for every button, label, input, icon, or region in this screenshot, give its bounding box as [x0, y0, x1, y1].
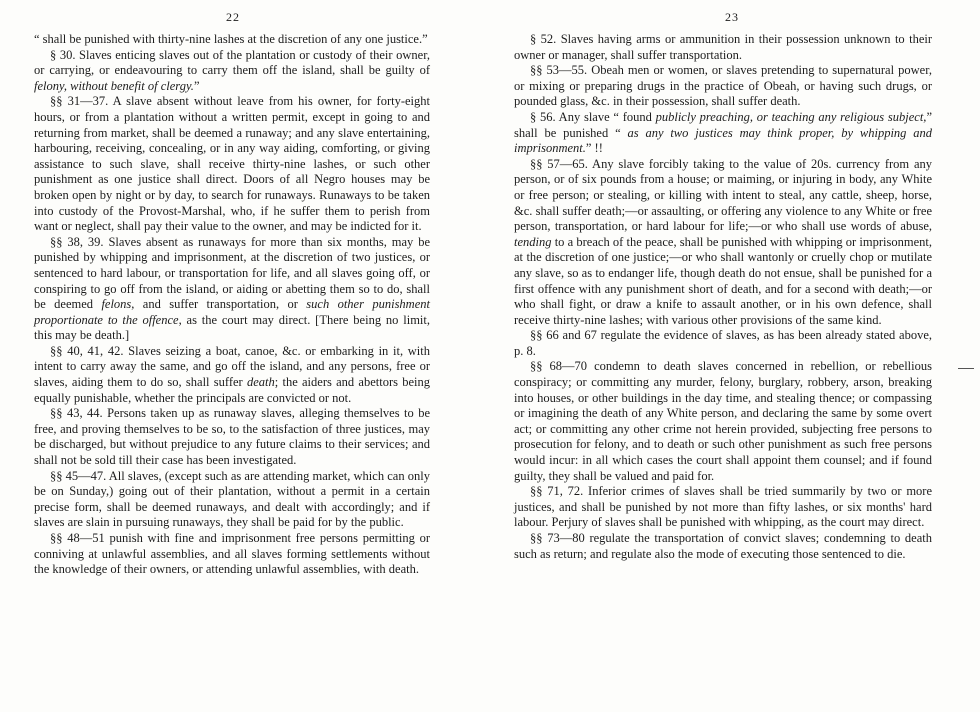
paragraph: “ shall be punished with thirty-nine lashes at the discretion of any one justice.”: [34, 32, 428, 46]
paragraph: §§ 53—55. Obeah men or women, or slaves pretending to supernatural power, or mixing or preparing drugs in the practice of Obeah, or having such drugs, or pounded glass, &c. in their possession, shall suffer death.: [514, 63, 932, 109]
paragraph: §§ 68—70 condemn to death slaves concerned in rebellion, or rebellious conspiracy; or committing any murder, felony, burglary, robbery, arson, breaking into houses, or other buildings in the day time, and stealing thence; or compassing or imagining the death of any White person, and declaring the same by some overt act; or committing any other crime not herein provided, subjecting free persons to prosecution for felony, and to death or such other punishment as such free persons would incur: in all which cases the court shall appoint them counsel; and if found guilty, they shall be valued and paid for.: [514, 359, 932, 483]
right-page: [490, 0, 980, 712]
page-number: 23: [725, 10, 739, 24]
paragraph: § 30. Slaves enticing slaves out of the plantation or custody of their owner, or carrying, or endeavouring to carry them off the island, shall be guilty of felony, without benefit of clergy.”: [34, 47, 430, 93]
paragraph: §§ 48—51 punish with fine and imprisonment free persons permitting or conniving at unlawful assemblies, and all slaves forming settlements without the knowledge of their owners, or attending unlawful assemblies, with death.: [34, 531, 430, 577]
paragraph: §§ 31—37. A slave absent without leave from his owner, for forty-eight hours, or from a plantation without a written permit, except in going to and returning from market, shall be deemed a runaway; and any slave entertaining, harbouring, receiving, concealing, or in any way aiding, comforting, or giving assistance to such slave, shall receive thirty-nine lashes, or such other punishment as one justice shall direct. Doors of all Negro houses may be broken open by night or by day, to search for runaways. Runaways to be taken into custody of the Provost-Marshal, who, if he suffer them to perish from want or neglect, shall pay their value to the owner, and may be indicted for it.: [34, 94, 430, 234]
paragraph: §§ 57—65. Any slave forcibly taking to the value of 20s. currency from any person, or of six pounds from a house; or maiming, or injuring in body, any White or free person; or stealing, or killing with intent to steal, any cattle, sheep, horse, &c. shall suffer death;—or assaulting, or offering any violence to any White or free person, transportation, or hard labour for life;—or who shall use words of abuse, tending to a breach of the peace, shall be punished with whipping or imprisonment, at the discretion of one justice;—or who shall wantonly or cruelly chop or mutilate any slave, so as to endanger life, though death do not ensue, shall be punished for a first offence with any punishment short of death, and for a second with death;—or who shall fight, or draw a knife to assault another, or in his own defence, shall receive thirty-nine lashes; with various other provisions of the same kind.: [514, 156, 932, 327]
margin-dash: [958, 368, 974, 369]
page-text: [34, 32, 430, 578]
paragraph: §§ 45—47. All slaves, (except such as are attending market, which can only be on Sunday,) going out of their plantation, without a permit in a certain precise form, shall be deemed runaways, and dealt with accordingly; and if slaves are slain in pursuing runaways, they shall be paid for by the public.: [34, 468, 430, 530]
page-number: 22: [226, 10, 240, 24]
paragraph: §§ 71, 72. Inferior crimes of slaves shall be tried summarily by two or more justices, and shall be punished by not more than fifty lashes, or six months' hard labour. Perjury of slaves shall be punished with whipping, as the court may direct.: [514, 484, 932, 530]
page-text: [514, 32, 932, 562]
paragraph: §§ 38, 39. Slaves absent as runaways for more than six months, may be punished by whipping and imprisonment, at the discretion of two justices, or sentenced to hard labour, or transportation for life, and all slaves going off, or conspiring to go off from the island, or aiding or abetting them so to do, shall be deemed felons, and suffer transportation, or such other punishment proportionate to the offence, as the court may direct. [There being no limit, this may be death.]: [34, 234, 430, 343]
paragraph: § 52. Slaves having arms or ammunition in their possession unknown to their owner or manager, shall suffer transportation.: [514, 32, 932, 62]
paragraph: §§ 66 and 67 regulate the evidence of slaves, as has been already stated above, p. 8.: [514, 328, 932, 358]
paragraph: §§ 40, 41, 42. Slaves seizing a boat, canoe, &c. or embarking in it, with intent to carry away the same, and go off the island, and any persons, free or slaves, aiding them to do so, shall suffer death; the aiders and abettors being equally punishable, whether the principals are convicted or not.: [34, 343, 431, 405]
paragraph: §§ 43, 44. Persons taken up as runaway slaves, alleging themselves to be free, and proving themselves to be so, to the satisfaction of three justices, may be discharged, but without prejudice to any future claims to their services; and shall not be sold till their case has been investigated.: [34, 406, 430, 468]
paragraph: § 56. Any slave “ found publicly preaching, or teaching any religious subject,” shall be punished “ as any two justices may think proper, by whipping and imprisonment.” !!: [514, 109, 933, 156]
paragraph: §§ 73—80 regulate the transportation of convict slaves; condemning to death such as return; and regulate also the mode of executing those sentenced to die.: [514, 531, 932, 561]
